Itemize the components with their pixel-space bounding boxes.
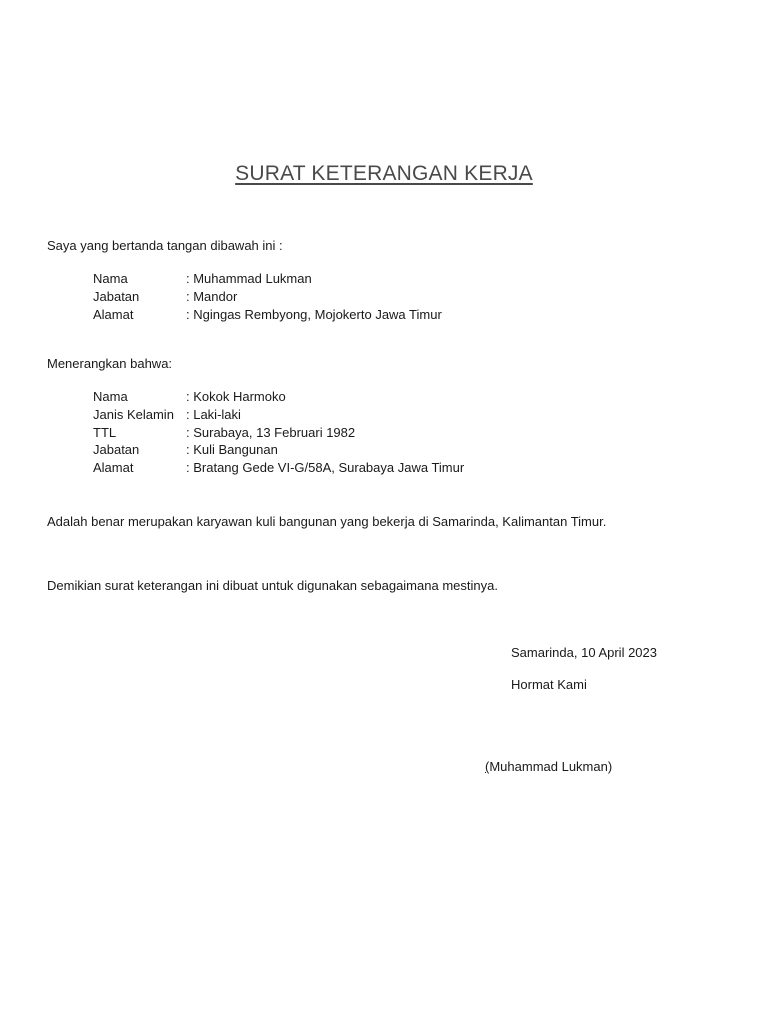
statement-text: Adalah benar merupakan karyawan kuli bangunan yang bekerja di Samarinda, Kalimantan Timur. <box>47 514 607 529</box>
field-label: Nama <box>93 389 128 404</box>
field-label: Alamat <box>93 460 134 476</box>
field-label: Janis Kelamin <box>93 406 174 422</box>
field-value: : Ngingas Rembyong, Mojokerto Jawa Timur <box>186 306 442 322</box>
field-label: Jabatan <box>93 288 140 304</box>
field-value: : Kokok Harmoko <box>186 389 286 404</box>
field-label: TTL <box>93 424 117 440</box>
employee-field-birth <box>93 424 464 442</box>
field-label: Nama <box>93 271 128 286</box>
field-value: : Surabaya, 13 Februari 1982 <box>186 424 356 440</box>
signer-field-address <box>93 306 442 324</box>
intro-text: Saya yang bertanda tangan dibawah ini : <box>47 238 283 253</box>
field-label: Jabatan <box>93 442 140 458</box>
letter-title: SURAT KETERANGAN KERJA <box>235 162 533 185</box>
closing-text: Demikian surat keterangan ini dibuat untuk digunakan sebagaimana mestinya. <box>47 578 498 593</box>
employee-field-address <box>93 459 464 477</box>
place-date: Samarinda, 10 April 2023 <box>511 645 657 660</box>
states-text: Menerangkan bahwa: <box>47 356 173 371</box>
field-value: : Laki-laki <box>186 406 241 422</box>
employee-field-position <box>93 441 464 459</box>
field-value: : Kuli Bangunan <box>186 442 278 458</box>
employee-field-name <box>93 388 464 406</box>
field-value: : Bratang Gede VI-G/58A, Surabaya Jawa Timur <box>186 460 465 476</box>
signer-field-position <box>93 288 442 306</box>
signer-field-name <box>93 270 442 288</box>
signature-name <box>485 759 612 774</box>
signature-name-text: Muhammad Lukman) <box>489 759 613 774</box>
signature-open-paren: ( <box>485 759 490 774</box>
regards-text: Hormat Kami <box>511 677 587 692</box>
field-value: : Muhammad Lukman <box>186 271 312 286</box>
employee-fields <box>93 388 464 477</box>
signer-fields <box>93 270 442 323</box>
field-label: Alamat <box>93 306 134 322</box>
field-value: : Mandor <box>186 288 238 304</box>
employee-field-gender <box>93 406 464 424</box>
